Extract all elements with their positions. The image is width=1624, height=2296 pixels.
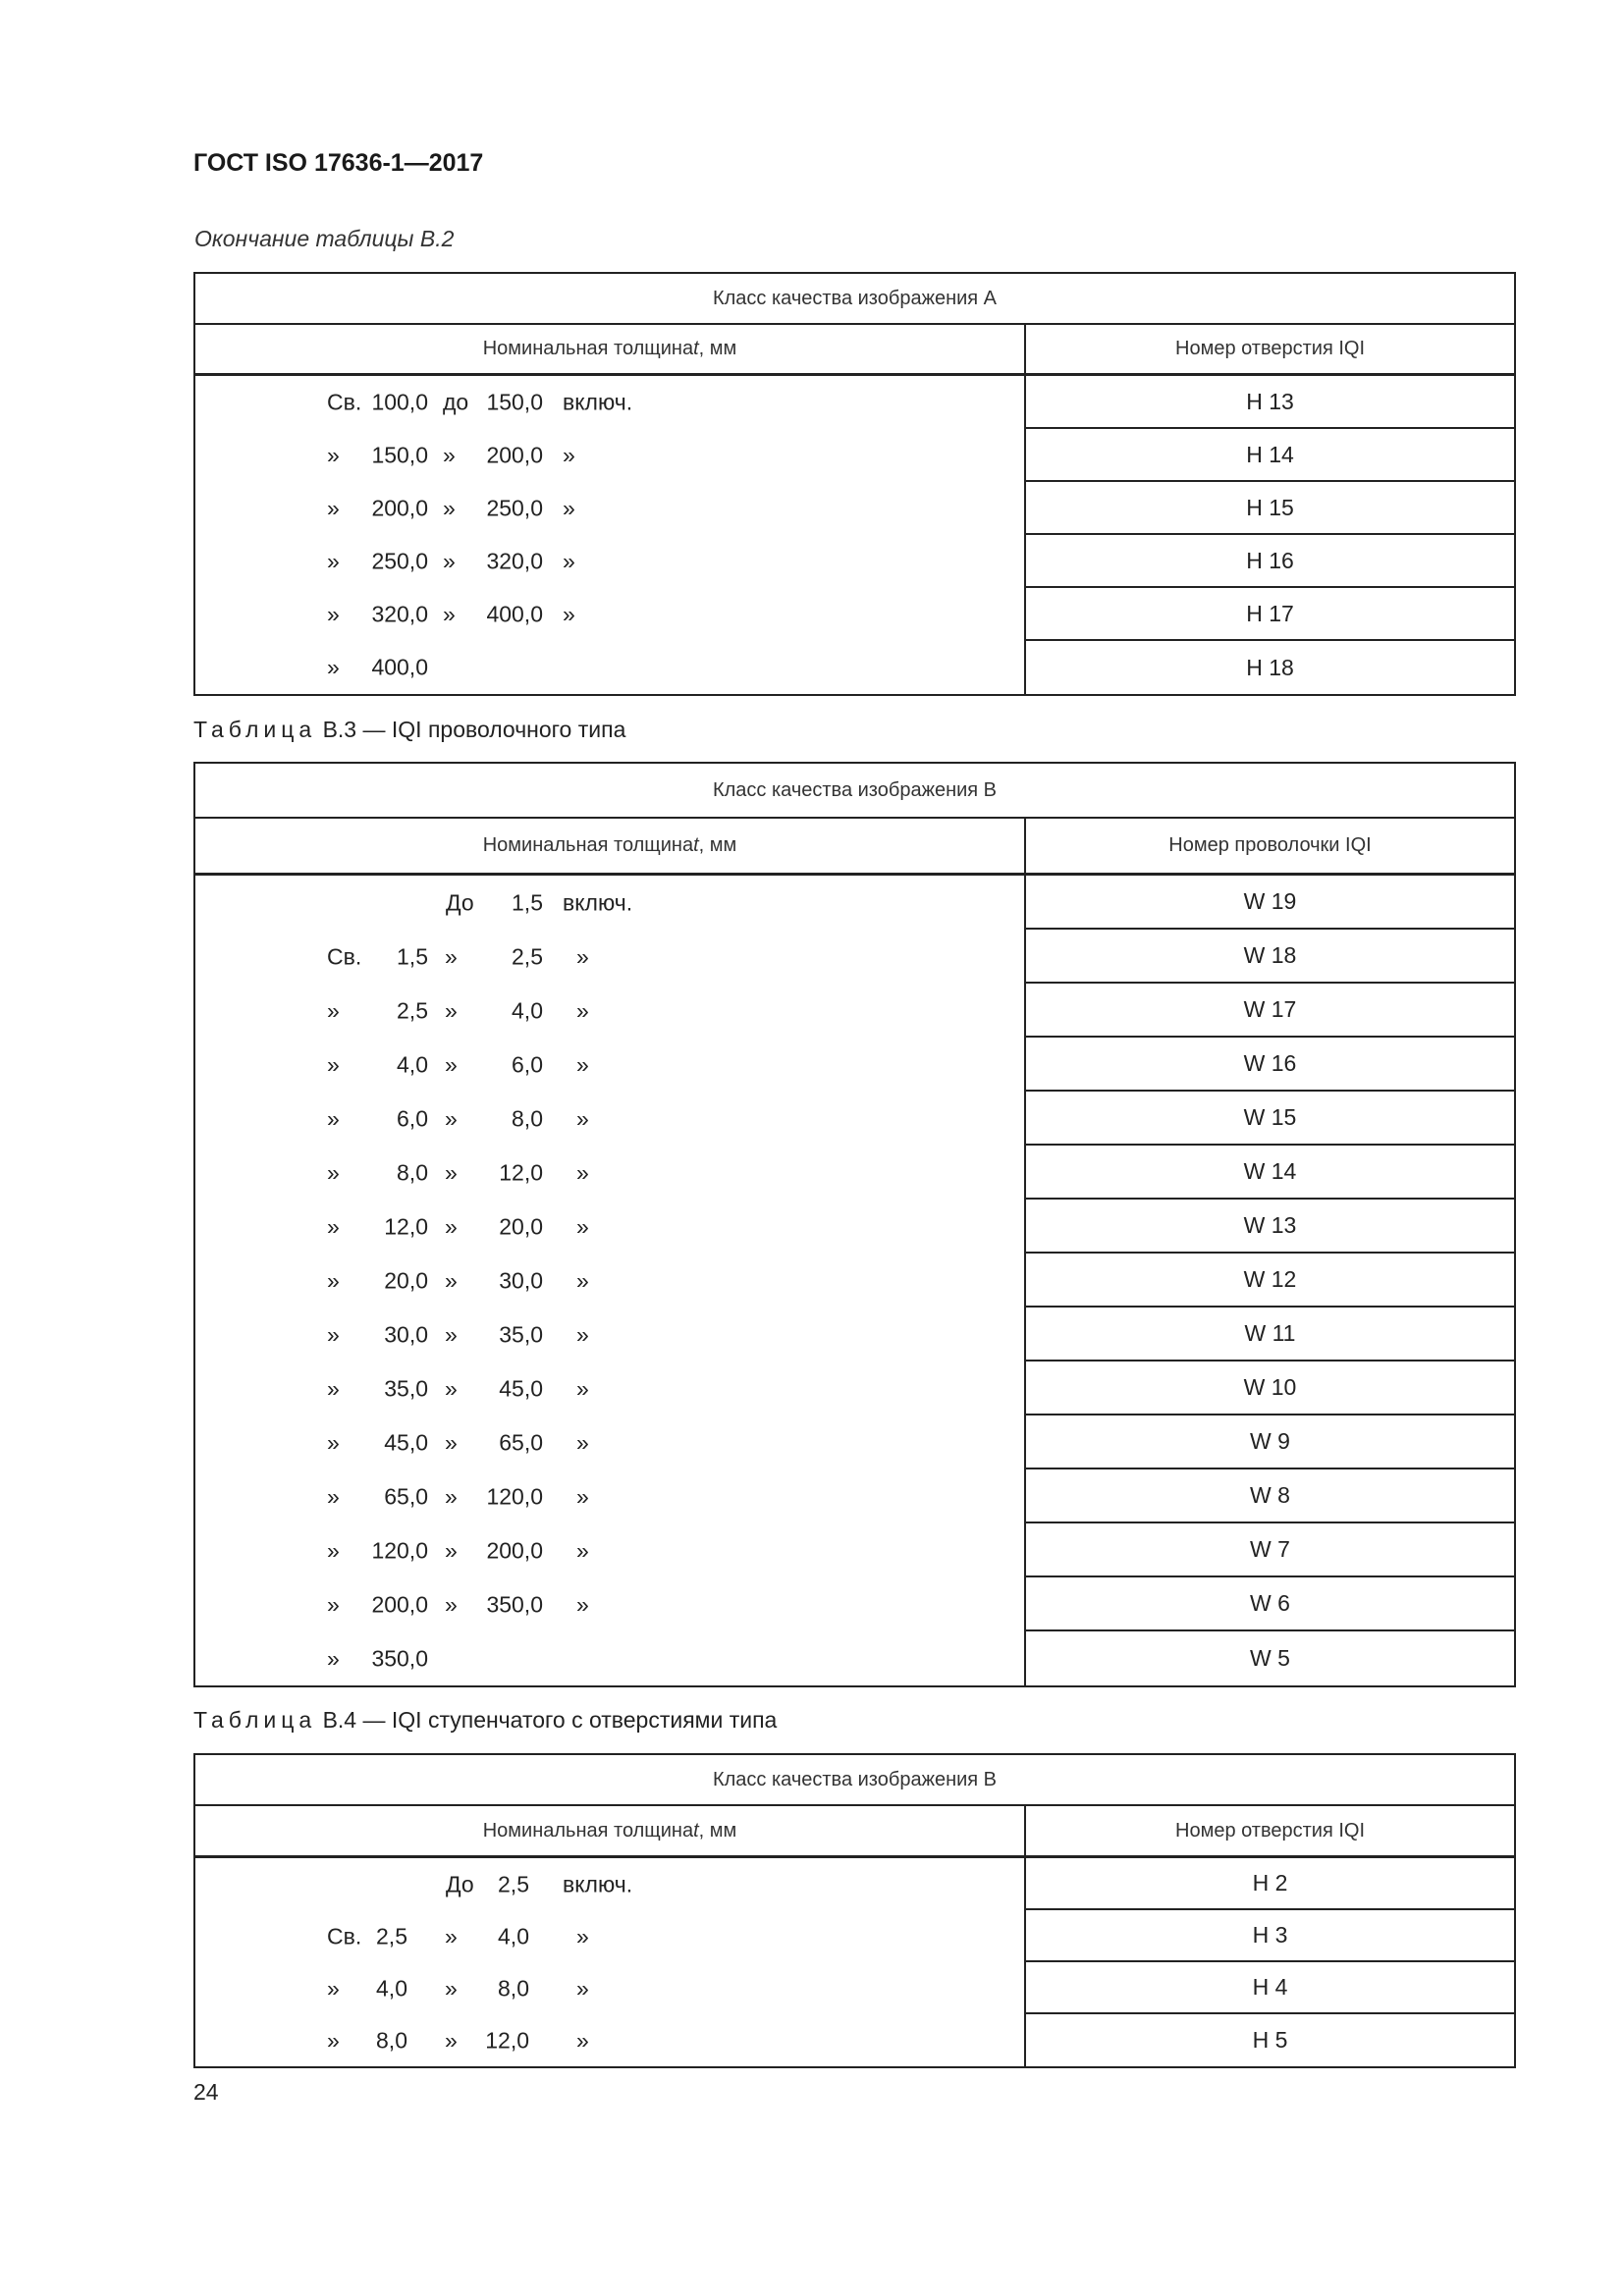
range-part-b: До xyxy=(446,1871,474,1896)
range-part-e: » xyxy=(576,1923,589,1949)
iqi-number-cell: Н 13 xyxy=(1026,376,1514,429)
range-part-b: 1,5 xyxy=(397,943,428,969)
table-row xyxy=(195,984,1514,1038)
range-part-d: 4,0 xyxy=(498,1923,529,1949)
range-part-a: » xyxy=(327,1321,340,1347)
thickness-range-cell xyxy=(195,876,1026,930)
range-part-a: » xyxy=(327,548,340,574)
iqi-number-cell: W 9 xyxy=(1026,1415,1514,1469)
thickness-range-cell xyxy=(195,930,1026,984)
range-part-e: » xyxy=(576,1105,589,1131)
range-part-d: 320,0 xyxy=(486,548,543,574)
range-part-a: » xyxy=(327,1051,340,1077)
range-part-b: До xyxy=(446,889,474,915)
range-part-a: » xyxy=(327,997,340,1023)
range-part-a: » xyxy=(327,495,340,521)
range-part-e: включ. xyxy=(563,389,633,415)
range-part-b: 150,0 xyxy=(371,442,428,468)
range-part-b: 30,0 xyxy=(384,1321,428,1347)
table-row xyxy=(195,1910,1514,1962)
iqi-number-cell: W 6 xyxy=(1026,1577,1514,1631)
range-part-d: 4,0 xyxy=(512,997,543,1023)
range-part-b: 6,0 xyxy=(397,1105,428,1131)
range-part-d: 200,0 xyxy=(486,1537,543,1563)
iqi-number-cell: W 14 xyxy=(1026,1146,1514,1200)
thickness-range-cell xyxy=(195,1092,1026,1146)
iqi-number-cell: W 11 xyxy=(1026,1308,1514,1362)
range-part-c: » xyxy=(445,1321,458,1347)
range-part-c: » xyxy=(445,1483,458,1509)
range-part-a: » xyxy=(327,1975,340,2001)
table-body xyxy=(195,1858,1514,2066)
table-row xyxy=(195,930,1514,984)
table-row xyxy=(195,1200,1514,1254)
iqi-number-cell: W 18 xyxy=(1026,930,1514,984)
column-header-thickness: Номинальная толщина t , мм xyxy=(195,1806,1026,1855)
page-number: 24 xyxy=(193,2079,219,2105)
range-part-b: 65,0 xyxy=(384,1483,428,1509)
table-row xyxy=(195,1146,1514,1200)
range-part-d: 20,0 xyxy=(499,1213,543,1239)
range-part-b: 320,0 xyxy=(371,601,428,627)
range-part-e: » xyxy=(576,1537,589,1563)
table-row xyxy=(195,588,1514,641)
range-part-b: 120,0 xyxy=(371,1537,428,1563)
range-part-a: » xyxy=(327,2027,340,2053)
range-part-b: 2,5 xyxy=(376,1923,407,1949)
range-part-d: 8,0 xyxy=(512,1105,543,1131)
range-part-a: » xyxy=(327,1645,340,1671)
range-part-d: 250,0 xyxy=(486,495,543,521)
table-row xyxy=(195,2014,1514,2066)
thickness-range-cell xyxy=(195,984,1026,1038)
range-part-a: » xyxy=(327,442,340,468)
table-b3 xyxy=(193,762,1516,1687)
table-b2-caption: Окончание таблицы В.2 xyxy=(194,226,455,251)
range-part-e: включ. xyxy=(563,1871,633,1896)
range-part-e: » xyxy=(576,1267,589,1293)
thickness-range-cell xyxy=(195,2014,1026,2066)
class-header: Класс качества изображения А xyxy=(195,274,1514,325)
table-b4-caption: Таблица В.4 — IQI ступенчатого с отверстиями типа xyxy=(193,1707,778,1733)
iqi-number-cell: Н 5 xyxy=(1252,2027,1288,2053)
range-part-e: включ. xyxy=(563,889,633,915)
thickness-range-cell xyxy=(195,1146,1026,1200)
iqi-number-cell: W 7 xyxy=(1026,1523,1514,1577)
range-part-d: 12,0 xyxy=(485,2027,529,2053)
range-part-c: » xyxy=(445,1591,458,1617)
iqi-number-cell: W 5 xyxy=(1250,1645,1290,1671)
iqi-number-cell: W 17 xyxy=(1026,984,1514,1038)
thickness-range-cell xyxy=(195,482,1026,535)
range-part-b: 4,0 xyxy=(397,1051,428,1077)
range-part-c: » xyxy=(445,1051,458,1077)
thickness-range-cell xyxy=(195,1469,1026,1523)
range-part-e: » xyxy=(563,442,575,468)
range-part-a: » xyxy=(327,1267,340,1293)
iqi-number-cell: Н 15 xyxy=(1026,482,1514,535)
thickness-range-cell xyxy=(195,1577,1026,1631)
thickness-range-cell xyxy=(195,1362,1026,1415)
iqi-number-cell: W 10 xyxy=(1026,1362,1514,1415)
table-row xyxy=(195,1038,1514,1092)
range-part-b: 35,0 xyxy=(384,1375,428,1401)
range-part-c: » xyxy=(445,1105,458,1131)
iqi-number-cell: W 8 xyxy=(1026,1469,1514,1523)
table-row xyxy=(195,482,1514,535)
iqi-number-cell: Н 18 xyxy=(1246,654,1294,680)
range-part-a: » xyxy=(327,1213,340,1239)
table-row xyxy=(195,876,1514,930)
column-header-iqi: Номер проволочки IQI xyxy=(1168,834,1372,856)
range-part-a: » xyxy=(327,1537,340,1563)
table-row xyxy=(195,1577,1514,1631)
iqi-number-cell: Н 4 xyxy=(1026,1962,1514,2014)
range-part-c: » xyxy=(445,1213,458,1239)
column-header-thickness: Номинальная толщина t , мм xyxy=(195,819,1026,873)
column-header-iqi: Номер отверстия IQI xyxy=(1175,1819,1365,1842)
range-part-a: Св. xyxy=(327,943,362,969)
range-part-e: » xyxy=(576,1429,589,1455)
thickness-range-cell xyxy=(195,1631,1026,1685)
range-part-c: » xyxy=(445,1975,458,2001)
range-part-c: » xyxy=(445,1375,458,1401)
range-part-d: 2,5 xyxy=(512,943,543,969)
table-body xyxy=(195,876,1514,1685)
table-row xyxy=(195,1308,1514,1362)
table-b3-caption: Таблица В.3 — IQI проволочного типа xyxy=(193,717,626,742)
range-part-d: 200,0 xyxy=(486,442,543,468)
range-part-a: » xyxy=(327,1105,340,1131)
range-part-b: 100,0 xyxy=(371,389,428,415)
range-part-d: 6,0 xyxy=(512,1051,543,1077)
table-b2 xyxy=(193,272,1516,696)
table-row xyxy=(195,1254,1514,1308)
range-part-b: 8,0 xyxy=(376,2027,407,2053)
range-part-a: » xyxy=(327,601,340,627)
table-b4 xyxy=(193,1753,1516,2068)
range-part-a: Св. xyxy=(327,389,362,415)
range-part-d: 120,0 xyxy=(486,1483,543,1509)
range-part-c: до xyxy=(443,389,469,415)
range-part-d: 8,0 xyxy=(498,1975,529,2001)
range-part-e: » xyxy=(576,1591,589,1617)
range-part-c: » xyxy=(445,2027,458,2053)
thickness-range-cell xyxy=(195,429,1026,482)
range-part-e: » xyxy=(563,495,575,521)
thickness-range-cell xyxy=(195,1038,1026,1092)
iqi-number-cell: W 15 xyxy=(1026,1092,1514,1146)
range-part-d: 45,0 xyxy=(499,1375,543,1401)
thickness-range-cell xyxy=(195,1962,1026,2014)
iqi-number-cell: W 12 xyxy=(1026,1254,1514,1308)
thickness-range-cell xyxy=(195,376,1026,429)
range-part-c: » xyxy=(445,997,458,1023)
thickness-range-cell xyxy=(195,588,1026,641)
table-row xyxy=(195,1092,1514,1146)
thickness-range-cell xyxy=(195,1910,1026,1962)
range-part-a: Св. xyxy=(327,1923,362,1949)
range-part-b: 200,0 xyxy=(371,495,428,521)
table-row xyxy=(195,376,1514,429)
range-part-b: 8,0 xyxy=(397,1159,428,1185)
iqi-number-cell: Н 2 xyxy=(1026,1858,1514,1910)
range-part-a: » xyxy=(327,1159,340,1185)
range-part-e: » xyxy=(576,1321,589,1347)
iqi-number-cell: Н 14 xyxy=(1026,429,1514,482)
range-part-d: 65,0 xyxy=(499,1429,543,1455)
table-row xyxy=(195,641,1514,694)
range-part-d: 12,0 xyxy=(499,1159,543,1185)
range-part-e: » xyxy=(576,1051,589,1077)
table-row xyxy=(195,1469,1514,1523)
range-part-c: » xyxy=(445,1537,458,1563)
class-header: Класс качества изображения В xyxy=(195,1755,1514,1806)
table-row xyxy=(195,1415,1514,1469)
iqi-number-cell: W 16 xyxy=(1026,1038,1514,1092)
range-part-b: 45,0 xyxy=(384,1429,428,1455)
table-row xyxy=(195,1858,1514,1910)
range-part-d: 150,0 xyxy=(486,389,543,415)
range-part-b: 2,5 xyxy=(397,997,428,1023)
table-row xyxy=(195,429,1514,482)
range-part-e: » xyxy=(576,943,589,969)
thickness-range-cell xyxy=(195,1308,1026,1362)
range-part-e: » xyxy=(576,2027,589,2053)
thickness-range-cell xyxy=(195,1858,1026,1910)
document-title: ГОСТ ISO 17636-1—2017 xyxy=(193,149,484,177)
range-part-c: » xyxy=(445,1923,458,1949)
range-part-b: 12,0 xyxy=(384,1213,428,1239)
range-part-e: » xyxy=(576,1375,589,1401)
range-part-d: 35,0 xyxy=(499,1321,543,1347)
table-row xyxy=(195,1523,1514,1577)
table-row xyxy=(195,535,1514,588)
range-part-d: 30,0 xyxy=(499,1267,543,1293)
range-part-c: » xyxy=(443,442,456,468)
range-part-b: 250,0 xyxy=(371,548,428,574)
range-part-a: » xyxy=(327,654,340,680)
thickness-range-cell xyxy=(195,1523,1026,1577)
range-part-e: » xyxy=(576,1213,589,1239)
iqi-number-cell: Н 3 xyxy=(1026,1910,1514,1962)
range-part-b: 350,0 xyxy=(371,1645,428,1671)
range-part-c: » xyxy=(443,495,456,521)
class-header: Класс качества изображения В xyxy=(195,764,1514,819)
range-part-c: » xyxy=(445,1267,458,1293)
thickness-range-cell xyxy=(195,535,1026,588)
range-part-e: » xyxy=(563,601,575,627)
thickness-range-cell xyxy=(195,1200,1026,1254)
range-part-a: » xyxy=(327,1375,340,1401)
range-part-c: » xyxy=(443,548,456,574)
iqi-number-cell: Н 17 xyxy=(1026,588,1514,641)
table-row xyxy=(195,1362,1514,1415)
range-part-d: 1,5 xyxy=(512,889,543,915)
column-header-iqi: Номер отверстия IQI xyxy=(1175,338,1365,359)
range-part-a: » xyxy=(327,1429,340,1455)
range-part-b: 200,0 xyxy=(371,1591,428,1617)
thickness-range-cell xyxy=(195,641,1026,694)
range-part-a: » xyxy=(327,1591,340,1617)
iqi-number-cell: W 19 xyxy=(1026,876,1514,930)
range-part-b: 20,0 xyxy=(384,1267,428,1293)
range-part-e: » xyxy=(563,548,575,574)
range-part-c: » xyxy=(443,601,456,627)
table-row xyxy=(195,1631,1514,1685)
range-part-e: » xyxy=(576,1483,589,1509)
range-part-e: » xyxy=(576,1975,589,2001)
table-body xyxy=(195,376,1514,694)
range-part-d: 350,0 xyxy=(486,1591,543,1617)
thickness-range-cell xyxy=(195,1254,1026,1308)
thickness-range-cell xyxy=(195,1415,1026,1469)
range-part-e: » xyxy=(576,1159,589,1185)
iqi-number-cell: W 13 xyxy=(1026,1200,1514,1254)
range-part-c: » xyxy=(445,943,458,969)
range-part-a: » xyxy=(327,1483,340,1509)
table-row xyxy=(195,1962,1514,2014)
range-part-b: 4,0 xyxy=(376,1975,407,2001)
range-part-e: » xyxy=(576,997,589,1023)
iqi-number-cell: Н 16 xyxy=(1026,535,1514,588)
range-part-c: » xyxy=(445,1429,458,1455)
range-part-b: 400,0 xyxy=(371,654,428,680)
range-part-d: 400,0 xyxy=(486,601,543,627)
range-part-d: 2,5 xyxy=(498,1871,529,1896)
range-part-c: » xyxy=(445,1159,458,1185)
column-header-thickness: Номинальная толщина t , мм xyxy=(195,325,1026,373)
